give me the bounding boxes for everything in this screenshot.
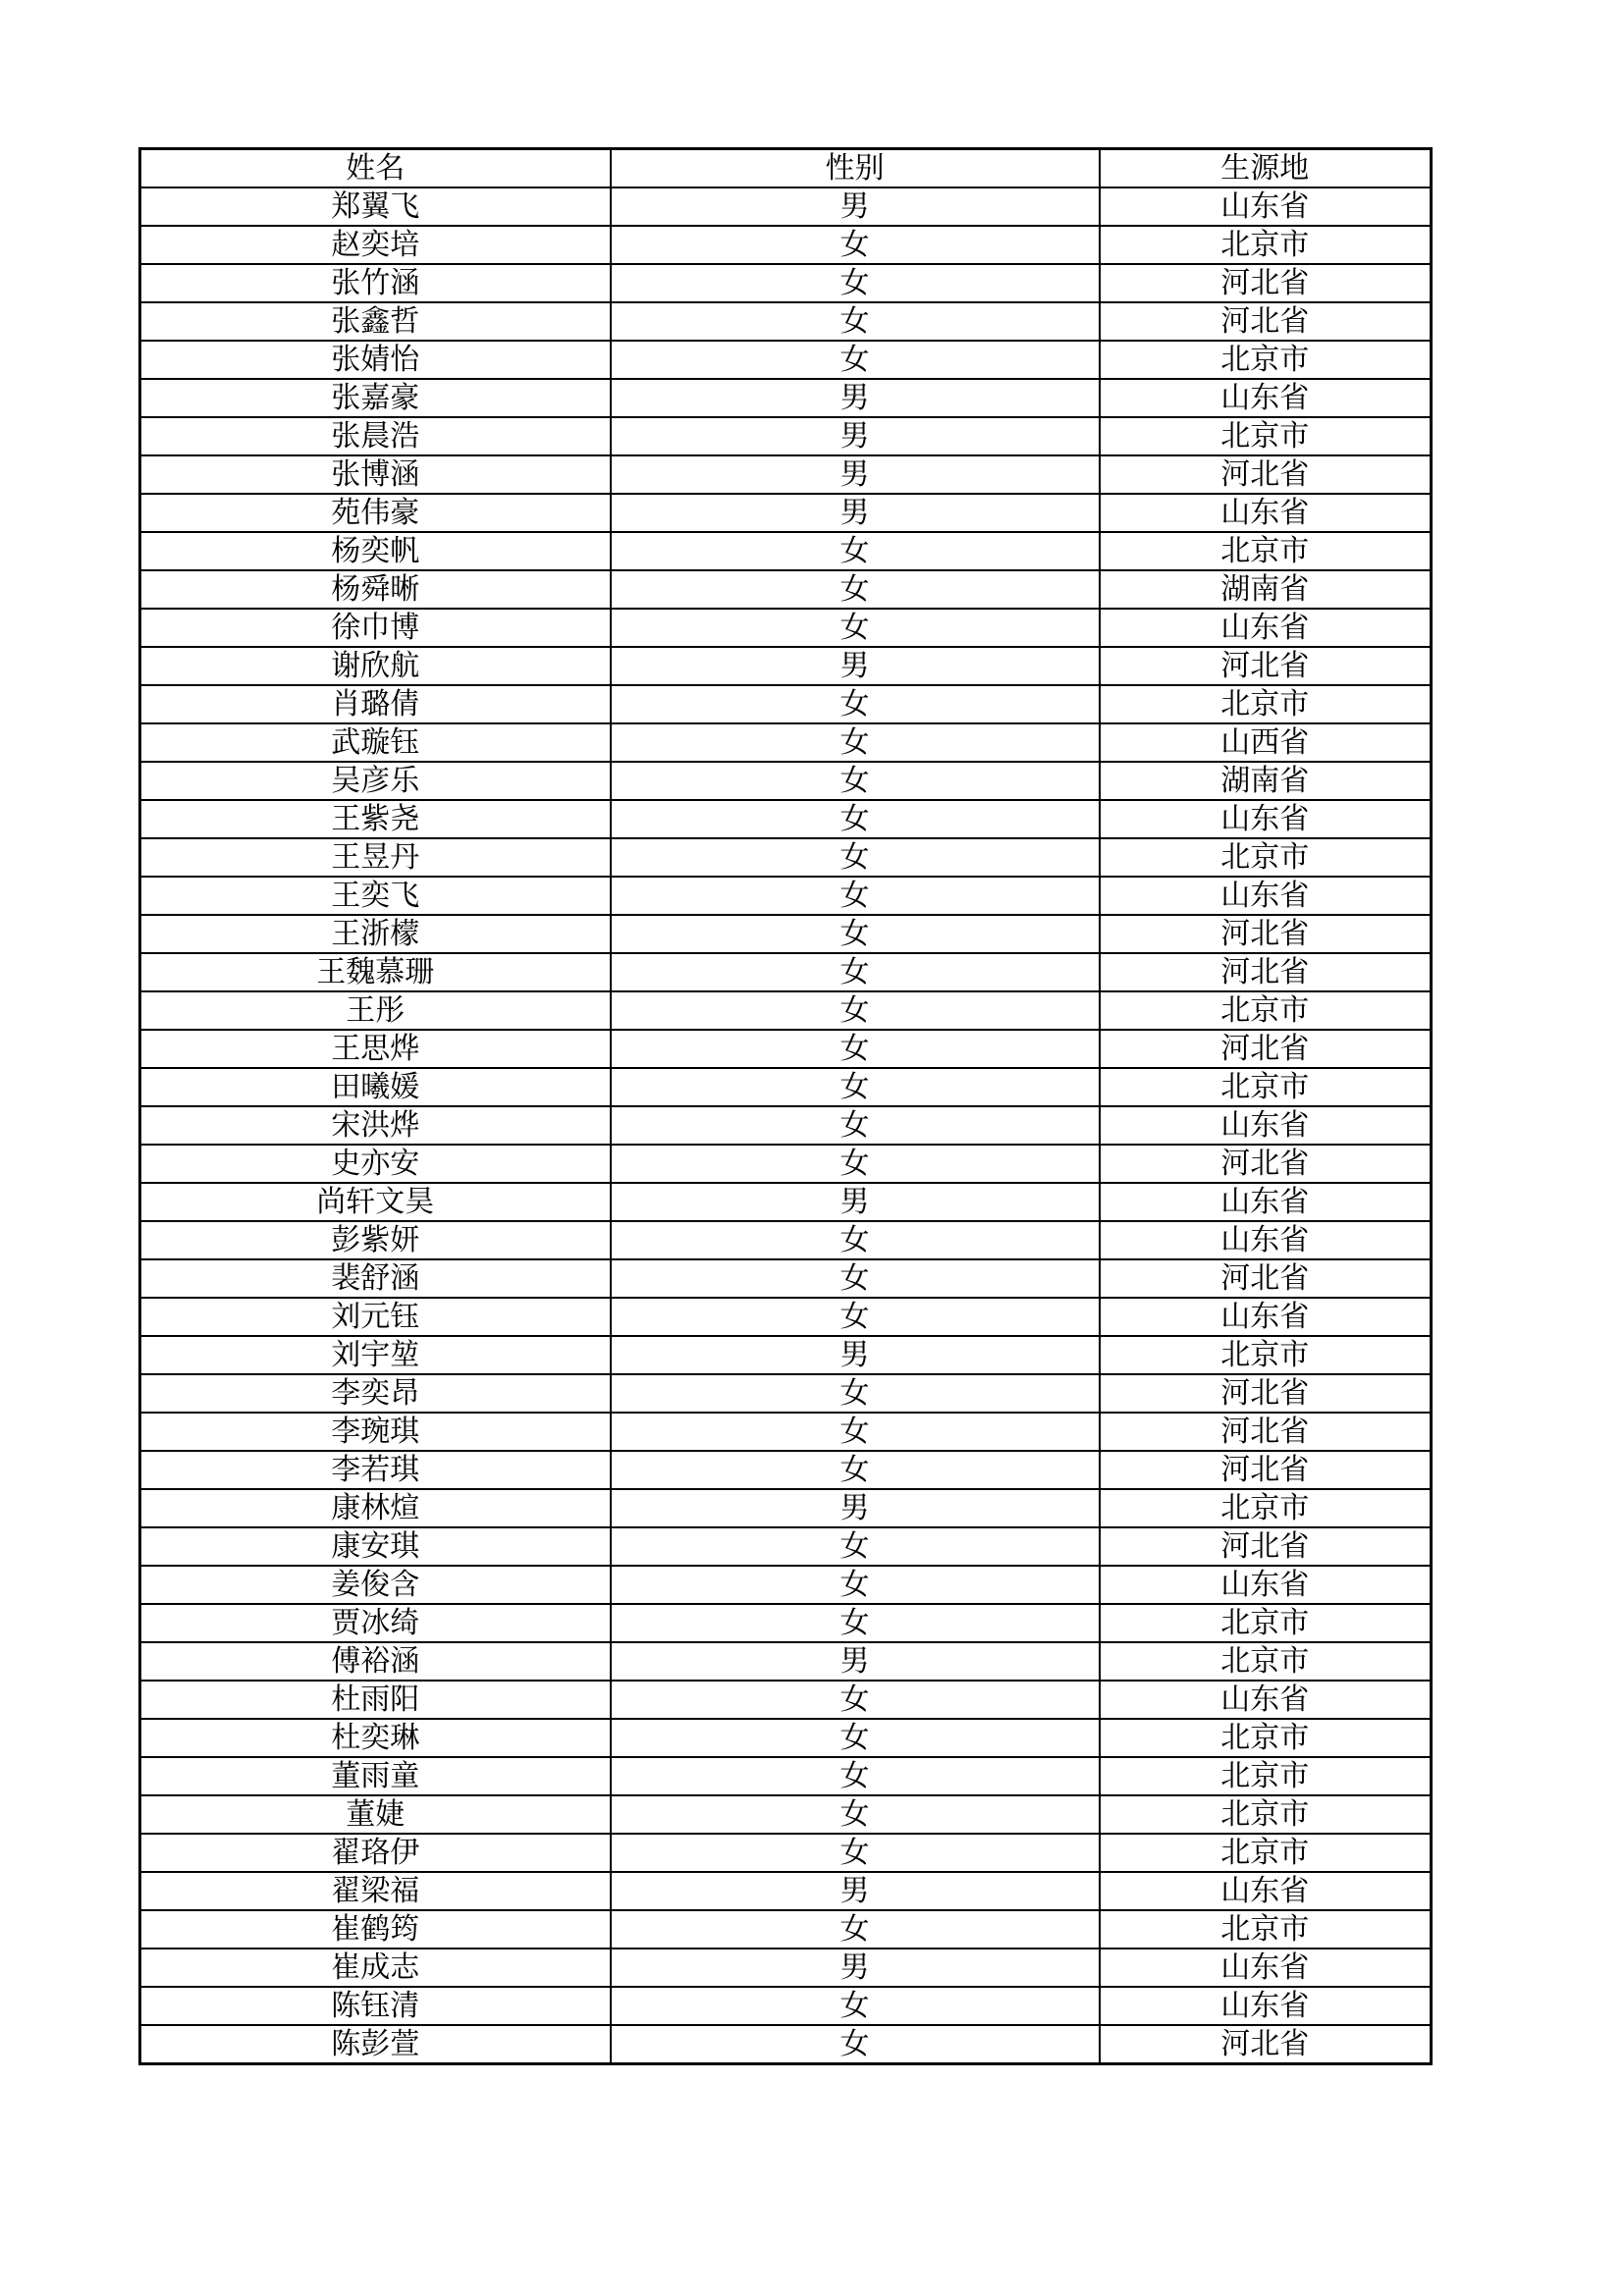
cell-name: 刘宇堃 [140,1336,611,1374]
cell-origin: 河北省 [1100,264,1432,302]
cell-gender: 女 [611,685,1100,723]
cell-origin: 湖南省 [1100,570,1432,609]
cell-gender: 女 [611,1374,1100,1413]
cell-gender: 女 [611,1413,1100,1451]
cell-origin: 河北省 [1100,2025,1432,2064]
cell-origin: 北京市 [1100,991,1432,1030]
table-row [140,1068,1432,1106]
table-row [140,1374,1432,1413]
cell-origin: 山东省 [1100,877,1432,915]
cell-origin: 山东省 [1100,379,1432,417]
cell-gender: 女 [611,226,1100,264]
header-gender: 性别 [611,149,1100,188]
cell-origin: 山东省 [1100,1298,1432,1336]
cell-origin: 北京市 [1100,1719,1432,1757]
table-row [140,1527,1432,1566]
cell-origin: 山东省 [1100,1183,1432,1221]
table-row [140,1106,1432,1145]
table-row [140,1949,1432,1987]
cell-name: 宋洪烨 [140,1106,611,1145]
cell-gender: 女 [611,1527,1100,1566]
cell-name: 王思烨 [140,1030,611,1068]
cell-name: 赵奕培 [140,226,611,264]
header-name: 姓名 [140,149,611,188]
table-row [140,1451,1432,1489]
cell-origin: 河北省 [1100,647,1432,685]
table-row [140,1183,1432,1221]
cell-origin: 山东省 [1100,1566,1432,1604]
cell-name: 王魏慕珊 [140,953,611,991]
cell-origin: 北京市 [1100,341,1432,379]
cell-origin: 河北省 [1100,1145,1432,1183]
cell-gender: 男 [611,187,1100,226]
cell-name: 张博涵 [140,455,611,494]
cell-gender: 女 [611,1451,1100,1489]
table-row [140,1221,1432,1259]
cell-gender: 男 [611,1949,1100,1987]
cell-origin: 河北省 [1100,1451,1432,1489]
table-row [140,877,1432,915]
cell-gender: 女 [611,532,1100,570]
cell-gender: 女 [611,762,1100,800]
table-row [140,838,1432,877]
cell-origin: 北京市 [1100,417,1432,455]
table-row [140,417,1432,455]
cell-origin: 山东省 [1100,609,1432,647]
cell-origin: 山东省 [1100,1221,1432,1259]
table-row [140,1566,1432,1604]
cell-gender: 女 [611,264,1100,302]
cell-gender: 女 [611,915,1100,953]
cell-gender: 女 [611,953,1100,991]
cell-name: 姜俊含 [140,1566,611,1604]
table-row [140,800,1432,838]
table-row [140,1030,1432,1068]
cell-origin: 北京市 [1100,1489,1432,1527]
cell-name: 张婧怡 [140,341,611,379]
cell-origin: 北京市 [1100,226,1432,264]
cell-gender: 女 [611,1757,1100,1795]
cell-origin: 山东省 [1100,1106,1432,1145]
cell-name: 裴舒涵 [140,1259,611,1298]
table-row [140,1910,1432,1949]
cell-origin: 北京市 [1100,1757,1432,1795]
cell-gender: 女 [611,2025,1100,2064]
cell-origin: 河北省 [1100,1527,1432,1566]
table-row [140,953,1432,991]
cell-gender: 男 [611,1183,1100,1221]
table-row [140,1795,1432,1834]
cell-origin: 山东省 [1100,800,1432,838]
cell-name: 贾冰绮 [140,1604,611,1642]
table-row [140,723,1432,762]
table-row [140,647,1432,685]
table-row [140,762,1432,800]
table-row [140,187,1432,226]
table-row [140,1298,1432,1336]
table-row [140,1681,1432,1719]
cell-origin: 北京市 [1100,685,1432,723]
table-row [140,2025,1432,2064]
cell-name: 张竹涵 [140,264,611,302]
cell-name: 陈钰清 [140,1987,611,2025]
cell-origin: 山东省 [1100,1872,1432,1910]
cell-gender: 女 [611,1221,1100,1259]
cell-gender: 女 [611,800,1100,838]
cell-gender: 女 [611,1795,1100,1834]
cell-origin: 北京市 [1100,1642,1432,1681]
table-row [140,455,1432,494]
cell-origin: 北京市 [1100,1336,1432,1374]
cell-gender: 女 [611,570,1100,609]
cell-name: 翟梁福 [140,1872,611,1910]
cell-origin: 河北省 [1100,302,1432,341]
cell-gender: 女 [611,838,1100,877]
table-row [140,915,1432,953]
cell-name: 武璇钰 [140,723,611,762]
cell-origin: 湖南省 [1100,762,1432,800]
cell-gender: 女 [611,1259,1100,1298]
table-row [140,1719,1432,1757]
cell-name: 崔鹤筠 [140,1910,611,1949]
cell-gender: 女 [611,1681,1100,1719]
cell-gender: 男 [611,455,1100,494]
table-row [140,1489,1432,1527]
table-row [140,1145,1432,1183]
cell-origin: 北京市 [1100,1068,1432,1106]
cell-gender: 女 [611,1834,1100,1872]
cell-gender: 女 [611,991,1100,1030]
table-row [140,609,1432,647]
cell-origin: 山西省 [1100,723,1432,762]
table-row [140,532,1432,570]
cell-name: 田曦媛 [140,1068,611,1106]
cell-name: 杨舜晰 [140,570,611,609]
cell-origin: 河北省 [1100,1259,1432,1298]
header-origin: 生源地 [1100,149,1432,188]
cell-name: 王紫尧 [140,800,611,838]
cell-name: 王昱丹 [140,838,611,877]
table-row [140,1757,1432,1795]
table-row [140,1642,1432,1681]
cell-origin: 河北省 [1100,1374,1432,1413]
cell-name: 康林煊 [140,1489,611,1527]
table-row [140,1336,1432,1374]
cell-name: 史亦安 [140,1145,611,1183]
table-row [140,302,1432,341]
table-row [140,1834,1432,1872]
cell-gender: 女 [611,341,1100,379]
cell-gender: 女 [611,609,1100,647]
cell-name: 张晨浩 [140,417,611,455]
cell-gender: 女 [611,1604,1100,1642]
table-row [140,226,1432,264]
cell-name: 王浙檬 [140,915,611,953]
cell-gender: 男 [611,1336,1100,1374]
table-row [140,1872,1432,1910]
cell-name: 尚轩文昊 [140,1183,611,1221]
cell-gender: 男 [611,417,1100,455]
cell-origin: 山东省 [1100,1681,1432,1719]
cell-gender: 男 [611,1872,1100,1910]
cell-name: 苑伟豪 [140,494,611,532]
cell-name: 傅裕涵 [140,1642,611,1681]
cell-name: 张鑫哲 [140,302,611,341]
cell-origin: 山东省 [1100,494,1432,532]
cell-gender: 女 [611,1030,1100,1068]
cell-gender: 男 [611,494,1100,532]
cell-gender: 男 [611,379,1100,417]
cell-name: 李若琪 [140,1451,611,1489]
table-row [140,379,1432,417]
cell-name: 崔成志 [140,1949,611,1987]
table-row [140,991,1432,1030]
header-row [140,149,1432,188]
cell-name: 董婕 [140,1795,611,1834]
cell-origin: 河北省 [1100,1030,1432,1068]
table-row [140,1259,1432,1298]
cell-origin: 山东省 [1100,1949,1432,1987]
cell-gender: 女 [611,1068,1100,1106]
cell-name: 董雨童 [140,1757,611,1795]
table-row [140,341,1432,379]
cell-gender: 女 [611,1719,1100,1757]
cell-name: 郑翼飞 [140,187,611,226]
student-roster [138,147,1433,2065]
table-row [140,1604,1432,1642]
cell-gender: 女 [611,877,1100,915]
cell-origin: 北京市 [1100,1604,1432,1642]
cell-gender: 女 [611,1106,1100,1145]
table-row [140,1987,1432,2025]
cell-gender: 女 [611,302,1100,341]
cell-name: 康安琪 [140,1527,611,1566]
cell-origin: 河北省 [1100,455,1432,494]
cell-name: 翟珞伊 [140,1834,611,1872]
cell-origin: 北京市 [1100,838,1432,877]
cell-name: 陈彭萱 [140,2025,611,2064]
cell-origin: 北京市 [1100,1834,1432,1872]
cell-origin: 河北省 [1100,1413,1432,1451]
roster-body [140,187,1432,2064]
cell-name: 王彤 [140,991,611,1030]
cell-gender: 女 [611,1298,1100,1336]
cell-name: 吴彦乐 [140,762,611,800]
table-row [140,494,1432,532]
cell-origin: 北京市 [1100,1795,1432,1834]
table-row [140,570,1432,609]
cell-name: 王奕飞 [140,877,611,915]
roster-table [138,147,1433,2065]
cell-name: 杜奕琳 [140,1719,611,1757]
cell-name: 张嘉豪 [140,379,611,417]
cell-name: 谢欣航 [140,647,611,685]
table-row [140,264,1432,302]
table-row [140,1413,1432,1451]
cell-name: 肖璐倩 [140,685,611,723]
cell-gender: 女 [611,1145,1100,1183]
cell-origin: 北京市 [1100,1910,1432,1949]
cell-origin: 山东省 [1100,1987,1432,2025]
cell-origin: 河北省 [1100,953,1432,991]
cell-gender: 女 [611,1566,1100,1604]
cell-gender: 女 [611,723,1100,762]
table-row [140,685,1432,723]
cell-gender: 女 [611,1910,1100,1949]
cell-gender: 男 [611,1642,1100,1681]
cell-origin: 山东省 [1100,187,1432,226]
cell-name: 徐巾博 [140,609,611,647]
cell-name: 李琬琪 [140,1413,611,1451]
cell-name: 杜雨阳 [140,1681,611,1719]
cell-name: 李奕昂 [140,1374,611,1413]
cell-gender: 男 [611,647,1100,685]
cell-origin: 河北省 [1100,915,1432,953]
cell-gender: 男 [611,1489,1100,1527]
cell-gender: 女 [611,1987,1100,2025]
cell-name: 刘元钰 [140,1298,611,1336]
cell-origin: 北京市 [1100,532,1432,570]
cell-name: 彭紫妍 [140,1221,611,1259]
cell-name: 杨奕帆 [140,532,611,570]
